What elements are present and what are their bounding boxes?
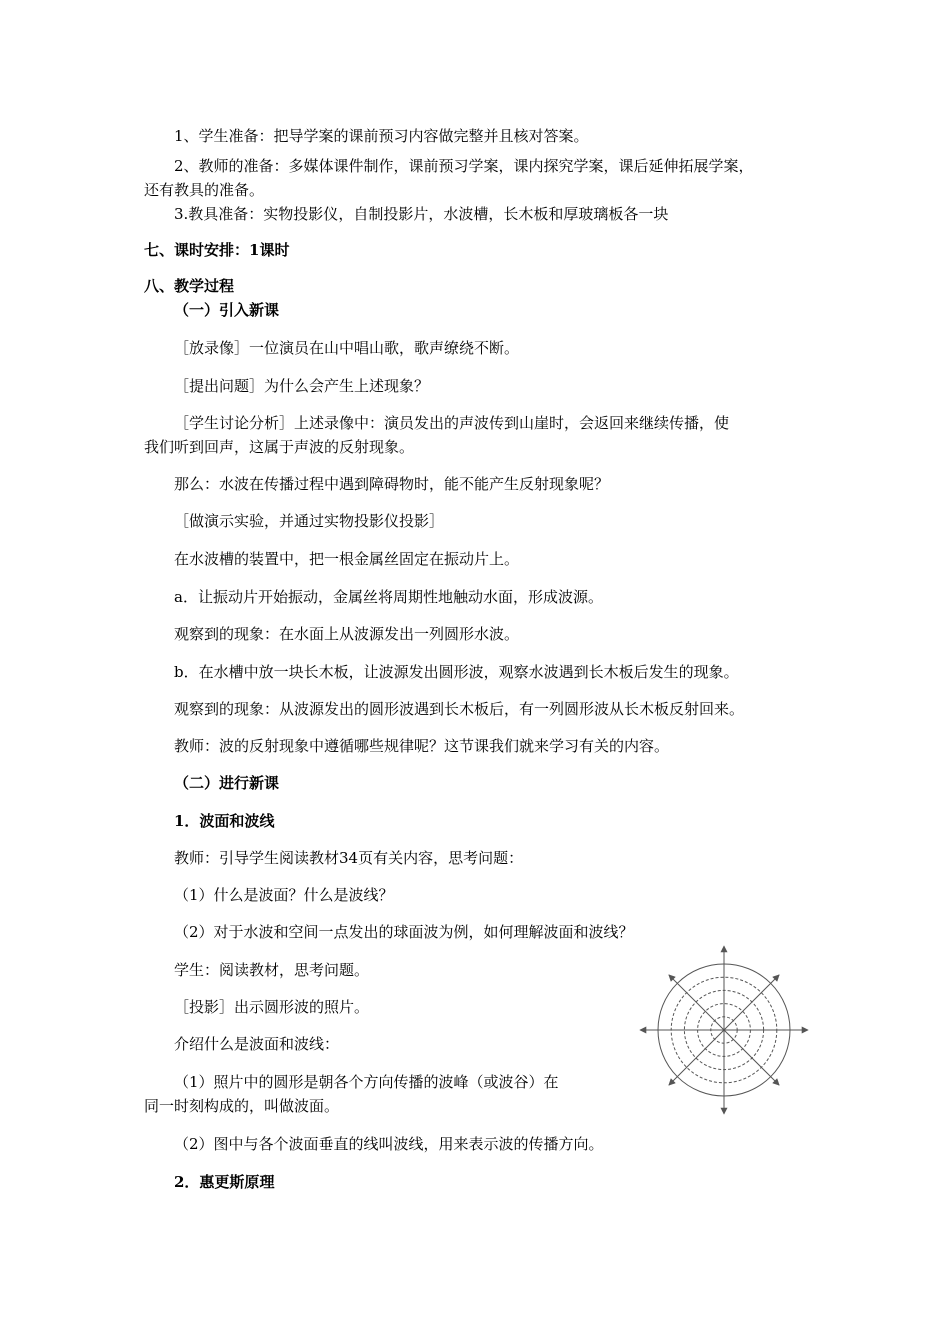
prep-item-2: 2、教师的准备：多媒体课件制作，课前预习学案，课内探究学案，课后延伸拓展学案，	[174, 157, 754, 175]
paragraph: 介绍什么是波面和波线：	[174, 1035, 340, 1053]
paragraph: 观察到的现象：在水面上从波源发出一列圆形水波。	[174, 625, 520, 643]
paragraph: （2）图中与各个波面垂直的线叫波线，用来表示波的传播方向。	[174, 1135, 604, 1153]
paragraph: a．让振动片开始振动，金属丝将周期性地触动水面，形成波源。	[174, 588, 603, 606]
paragraph-cont: 我们听到回声，这属于声波的反射现象。	[144, 438, 415, 456]
wave-ray-arrow	[669, 1030, 724, 1085]
paragraph: 观察到的现象：从波源发出的圆形波遇到长木板后，有一列圆形波从长木板反射回来。	[174, 700, 745, 718]
paragraph: 教师：波的反射现象中遵循哪些规律呢？这节课我们就来学习有关的内容。	[174, 737, 670, 755]
prep-item-3: 3.教具准备：实物投影仪，自制投影片，水波槽，长木板和厚玻璃板各一块	[174, 205, 669, 223]
part-1-heading: （一）引入新课	[174, 301, 280, 319]
paragraph: （1）照片中的圆形是朝各个方向传播的波峰（或波谷）在	[174, 1073, 559, 1091]
wave-ray-arrow	[669, 975, 724, 1030]
wave-ray-arrow	[724, 1030, 779, 1085]
section-7-heading: 七、课时安排：1课时	[144, 241, 290, 259]
paragraph: （2）对于水波和空间一点发出的球面波为例，如何理解波面和波线？	[174, 923, 634, 941]
section-8-heading: 八、教学过程	[144, 277, 235, 295]
paragraph: （1）什么是波面？什么是波线？	[174, 886, 394, 904]
subsection-2-heading: 2．惠更斯原理	[174, 1173, 275, 1191]
prep-item-2-cont: 还有教具的准备。	[144, 181, 265, 199]
paragraph: 学生：阅读教材，思考问题。	[174, 961, 370, 979]
paragraph-cont: 同一时刻构成的，叫做波面。	[144, 1097, 340, 1115]
wavefront-diagram	[638, 940, 810, 1120]
paragraph: 在水波槽的装置中，把一根金属丝固定在振动片上。	[174, 550, 520, 568]
paragraph: ［学生讨论分析］上述录像中：演员发出的声波传到山崖时，会返回来继续传播，使	[174, 414, 730, 432]
paragraph: 那么：水波在传播过程中遇到障碍物时，能不能产生反射现象呢？	[174, 475, 610, 493]
wave-rays	[640, 946, 808, 1114]
paragraph: ［投影］出示圆形波的照片。	[174, 998, 370, 1016]
paragraph: b．在水槽中放一块长木板，让波源发出圆形波，观察水波遇到长木板后发生的现象。	[174, 663, 739, 681]
subsection-1-heading: 1．波面和波线	[174, 812, 275, 830]
part-2-heading: （二）进行新课	[174, 774, 280, 792]
paragraph: ［放录像］一位演员在山中唱山歌，歌声缭绕不断。	[174, 339, 520, 357]
paragraph: 教师：引导学生阅读教材34页有关内容，思考问题：	[174, 849, 524, 867]
prep-item-1: 1、学生准备：把导学案的课前预习内容做完整并且核对答案。	[174, 127, 589, 145]
paragraph: ［提出问题］为什么会产生上述现象？	[174, 377, 430, 395]
paragraph: ［做演示实验，并通过实物投影仪投影］	[174, 512, 445, 530]
wave-ray-arrow	[724, 975, 779, 1030]
